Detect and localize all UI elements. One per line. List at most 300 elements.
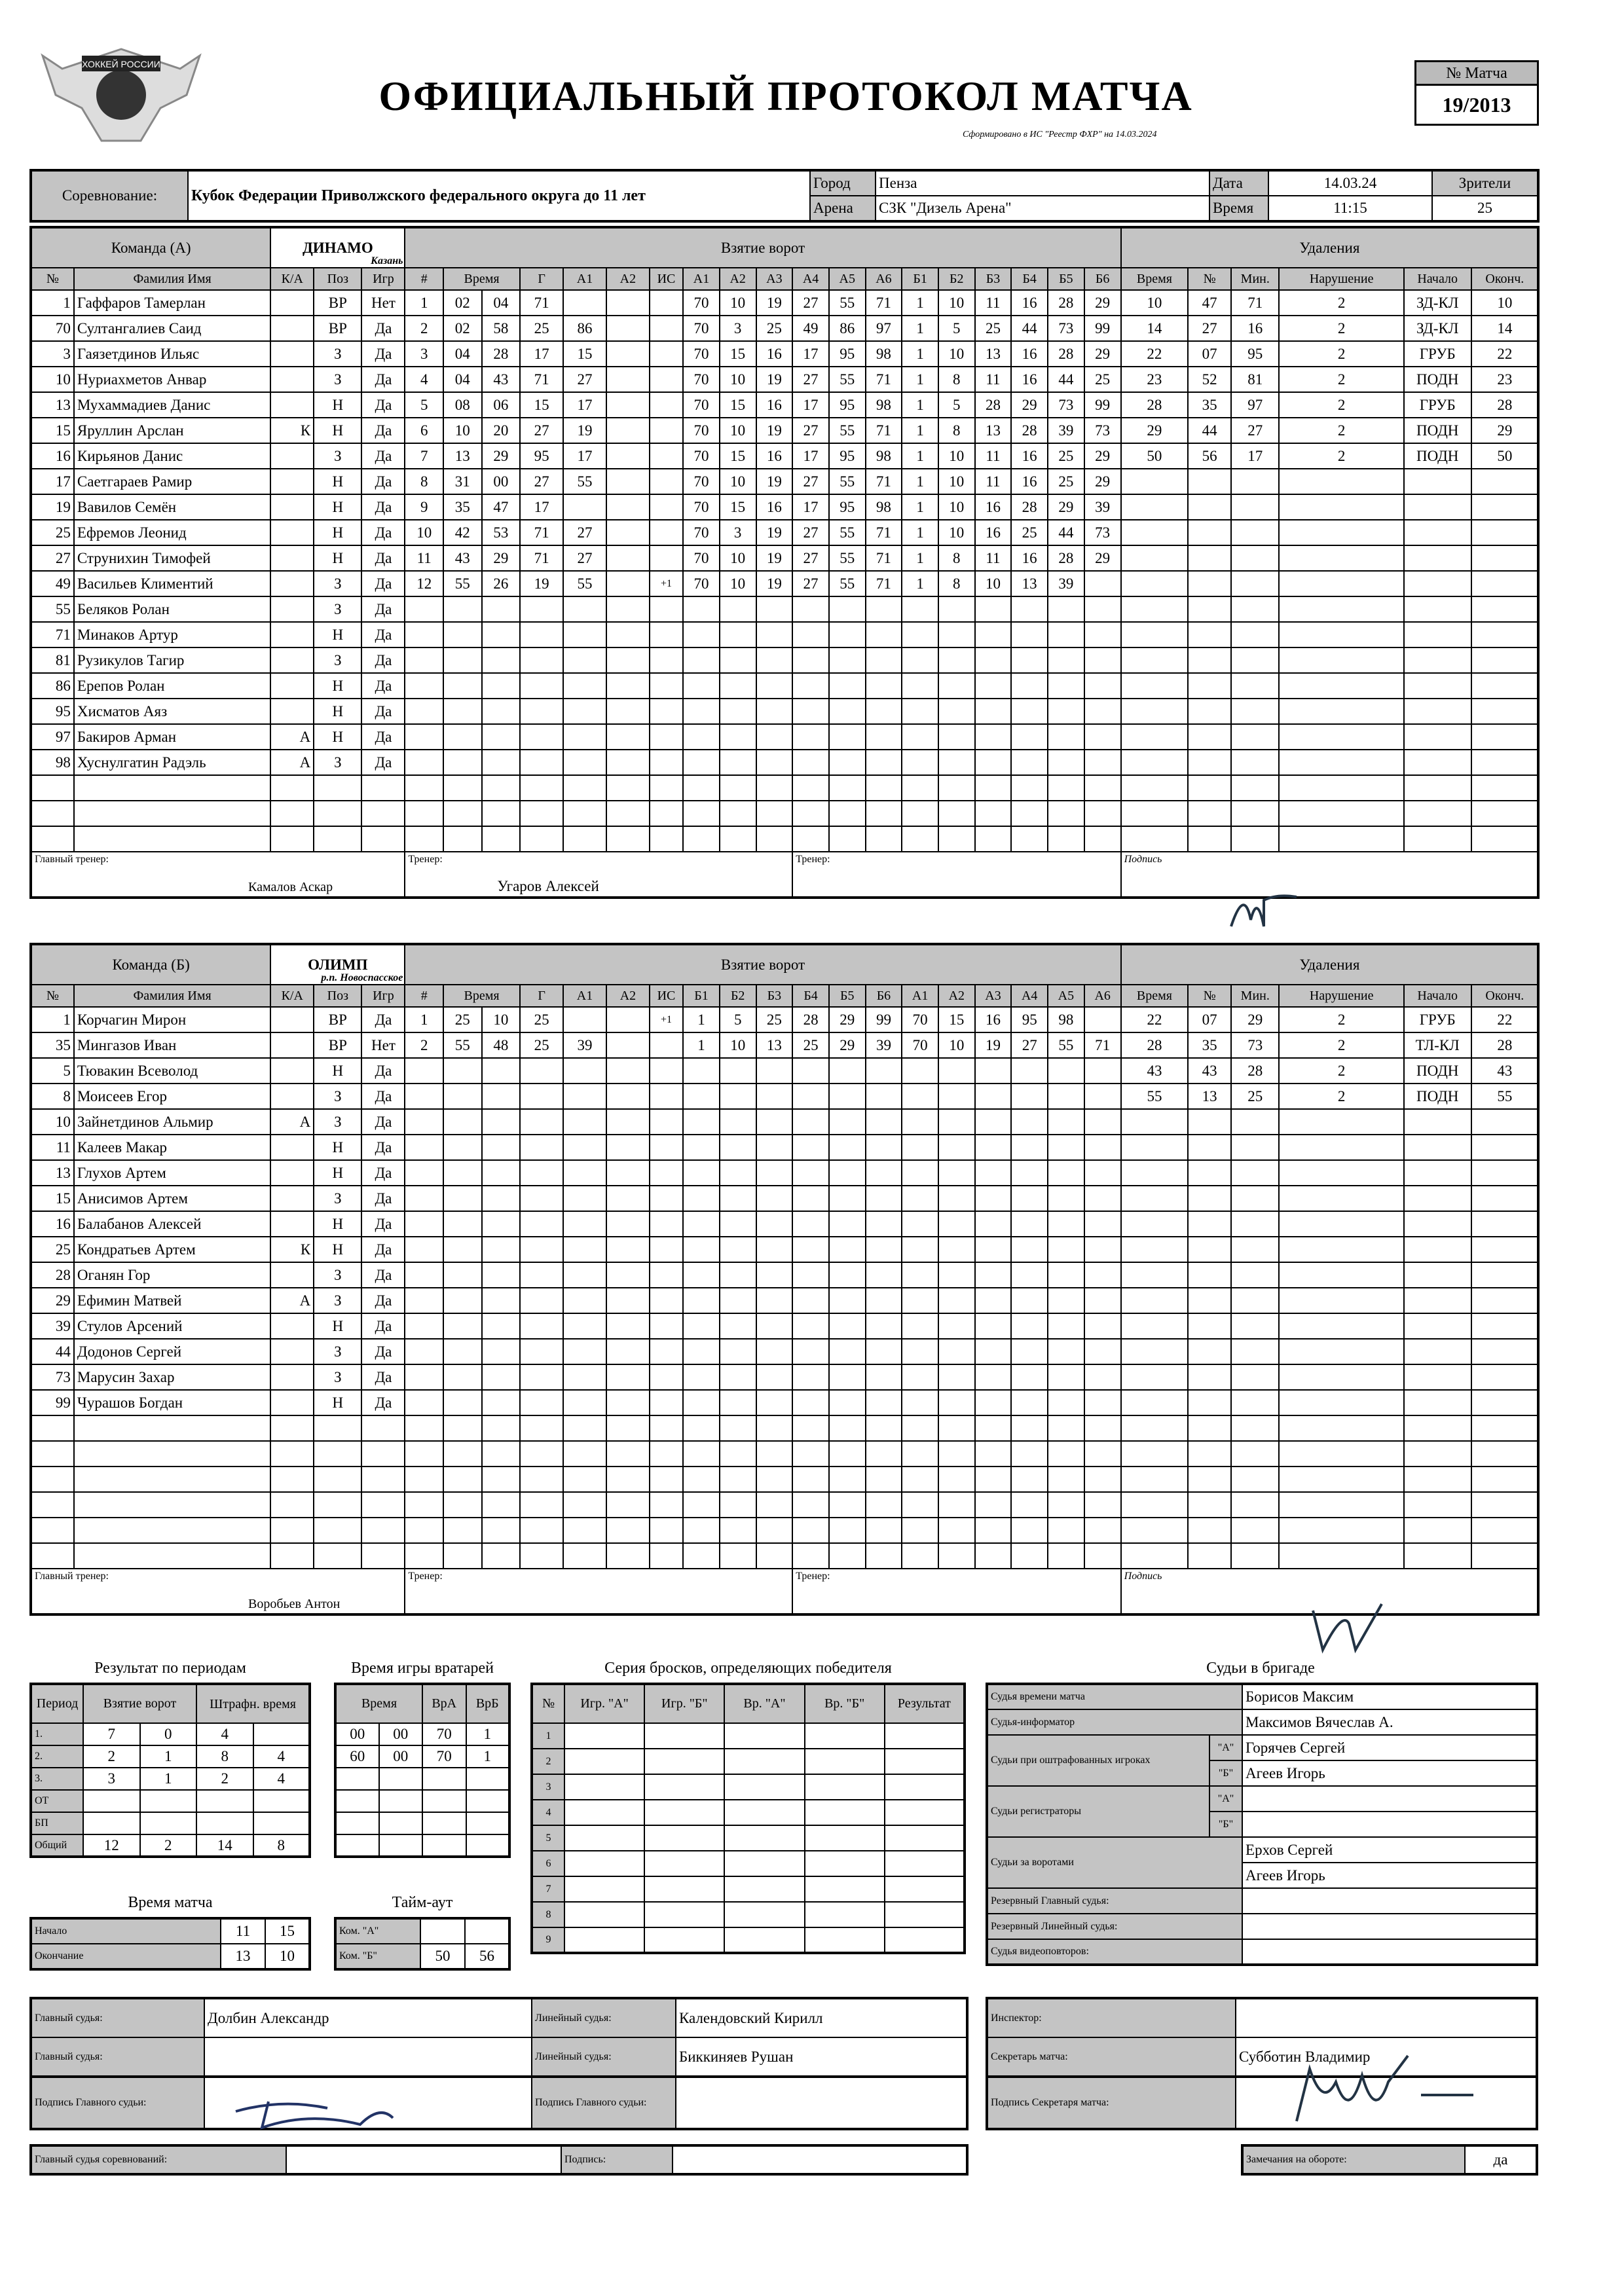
goal-scorer: 95 <box>520 443 563 469</box>
goal-onice-player: 10 <box>938 469 975 494</box>
teamB-label: Команда (Б) <box>31 944 270 985</box>
player-number: 13 <box>31 392 74 418</box>
player-role <box>270 1186 314 1211</box>
goal-situation <box>650 418 683 443</box>
goal-onice-player: 10 <box>938 290 975 316</box>
player-role <box>270 596 314 622</box>
teamA-coach2-label: Тренер: <box>796 854 830 865</box>
teamA-hdr-a2: А2 <box>606 268 650 290</box>
goal-onice-player: 13 <box>975 418 1012 443</box>
goal-onice-player: 5 <box>938 392 975 418</box>
player-number: 73 <box>31 1364 74 1390</box>
teamB-hdr-min: Мин. <box>1231 985 1279 1007</box>
goal-onice-player: 55 <box>829 469 866 494</box>
teamB-hdr-pnum: № <box>1188 985 1231 1007</box>
shootout-num: 8 <box>532 1902 564 1927</box>
goal-onice-player: 19 <box>756 469 793 494</box>
goal-onice-player: 13 <box>975 341 1012 367</box>
player-number: 8 <box>31 1084 74 1109</box>
player-position: Н <box>314 724 361 750</box>
spectators-label: Зрители <box>1432 170 1538 196</box>
penalty-time: 22 <box>1121 1007 1189 1032</box>
goal-onice-player: 55 <box>829 418 866 443</box>
goalie-cell: 70 <box>422 1723 466 1745</box>
teamB-table <box>29 943 1540 1616</box>
teamB-hdr-ka: К/А <box>270 985 314 1007</box>
period-cell: 1 <box>140 1768 197 1790</box>
goal-onice-player: 29 <box>1048 494 1084 520</box>
penalty-start: 55 <box>1471 1084 1539 1109</box>
period-cell <box>196 1790 253 1812</box>
player-role <box>270 469 314 494</box>
penalty-sec: 35 <box>1188 1032 1231 1058</box>
penalty-player: 95 <box>1231 341 1279 367</box>
goal-onice-player: 71 <box>866 545 902 571</box>
player-number: 70 <box>31 316 74 341</box>
player-number: 3 <box>31 341 74 367</box>
teamB-head-coach: Воробьев Антон <box>248 1597 341 1611</box>
player-played: Да <box>361 647 405 673</box>
goal-onice-player: 1 <box>902 520 938 545</box>
teamA-hdr-num: № <box>31 268 74 290</box>
teamA-hdr-onice: А4 <box>792 268 829 290</box>
teamB-hdr-viol: Нарушение <box>1279 985 1404 1007</box>
player-number: 11 <box>31 1135 74 1160</box>
player-name: Марусин Захар <box>74 1364 270 1390</box>
goal-assist-2 <box>606 341 650 367</box>
teamA-hdr-onice: А6 <box>866 268 902 290</box>
goal-sec: 06 <box>482 392 521 418</box>
teamA-hdr-a1: А1 <box>563 268 606 290</box>
goal-onice-player: 16 <box>975 520 1012 545</box>
player-name: Тювакин Всеволод <box>74 1058 270 1084</box>
player-number: 55 <box>31 596 74 622</box>
shootout-num: 6 <box>532 1851 564 1876</box>
player-number: 17 <box>31 469 74 494</box>
signature-b <box>1303 1597 1395 1656</box>
player-played: Да <box>361 392 405 418</box>
goalie-cell: 1 <box>466 1745 510 1768</box>
goal-number: 3 <box>405 341 443 367</box>
goal-onice-player: 3 <box>720 520 756 545</box>
goal-onice-player: 1 <box>902 571 938 596</box>
player-number: 1 <box>31 290 74 316</box>
goal-onice-player: 19 <box>756 418 793 443</box>
penalty-start: 22 <box>1471 341 1539 367</box>
player-name: Зайнетдинов Альмир <box>74 1109 270 1135</box>
teamB-row <box>31 1084 1538 1109</box>
goal-onice-player: 16 <box>756 341 793 367</box>
player-played: Да <box>361 1237 405 1262</box>
goal-onice-player: 16 <box>1011 290 1048 316</box>
shootout-hdr: Игр. "А" <box>564 1684 644 1723</box>
teamB-hdr-time: Время <box>443 985 520 1007</box>
player-played: Да <box>361 1364 405 1390</box>
player-name: Беляков Ролан <box>74 596 270 622</box>
remarks-label: Замечания на обороте: <box>1242 2145 1465 2174</box>
goal-onice-player: 10 <box>938 1032 975 1058</box>
player-position: ВР <box>314 1007 361 1032</box>
goal-sec: 43 <box>482 367 521 392</box>
penalty-start: 23 <box>1471 367 1539 392</box>
goal-assist-1: 27 <box>563 520 606 545</box>
teamB-hdr-onice: Б5 <box>829 985 866 1007</box>
teamB-row <box>31 1058 1538 1084</box>
period-cell: БП <box>31 1812 83 1834</box>
player-number: 86 <box>31 673 74 699</box>
matchtime-title: Время матча <box>128 1894 213 1911</box>
teamA-hdr-onice: Б2 <box>938 268 975 290</box>
goal-onice-player: 99 <box>1084 392 1121 418</box>
goal-onice-player: 27 <box>792 469 829 494</box>
period-cell <box>140 1790 197 1812</box>
inspector-label: Инспектор: <box>987 1998 1236 2037</box>
teamB-row <box>31 1160 1538 1186</box>
goal-onice-player: 98 <box>866 392 902 418</box>
goal-onice-player: 19 <box>756 545 793 571</box>
goal-onice-player: 15 <box>720 443 756 469</box>
teamA-row <box>31 392 1538 418</box>
reg-judges-label: Судьи регистраторы <box>987 1786 1209 1837</box>
goal-onice-player: 29 <box>829 1032 866 1058</box>
goal-onice-player: 97 <box>866 316 902 341</box>
goal-assist-2 <box>606 316 650 341</box>
player-role <box>270 1007 314 1032</box>
goal-onice-player: 28 <box>792 1007 829 1032</box>
penalty-judges-label: Судьи при оштрафованных игроках <box>987 1735 1209 1786</box>
main-ref: Долбин Александр <box>204 1998 532 2037</box>
penalty-sec: 13 <box>1188 1084 1231 1109</box>
player-role <box>270 290 314 316</box>
player-name: Васильев Климентий <box>74 571 270 596</box>
player-name: Хисматов Аяз <box>74 699 270 724</box>
player-role: К <box>270 418 314 443</box>
end-hour: 13 <box>221 1944 265 1969</box>
penalty-violation: ЗД-КЛ <box>1404 316 1471 341</box>
timeout-a-min <box>420 1918 465 1944</box>
player-position: Н <box>314 622 361 647</box>
player-name: Калеев Макар <box>74 1135 270 1160</box>
goal-onice-player: 95 <box>829 392 866 418</box>
teamA-label: Команда (А) <box>31 227 270 268</box>
player-position: Н <box>314 520 361 545</box>
goal-onice-player: 71 <box>1084 1032 1121 1058</box>
goal-number: 1 <box>405 290 443 316</box>
teamA-row <box>31 750 1538 775</box>
goal-scorer: 71 <box>520 545 563 571</box>
goal-number: 6 <box>405 418 443 443</box>
emblem-text: ХОККЕЙ РОССИИ <box>82 59 160 69</box>
goalie-cell: 00 <box>335 1723 379 1745</box>
period-cell: 2. <box>31 1745 83 1768</box>
goal-onice-player: 16 <box>975 494 1012 520</box>
match-number-box <box>1414 60 1539 126</box>
time-judge: Борисов Максим <box>1242 1684 1537 1709</box>
goal-onice-player: 70 <box>683 392 720 418</box>
player-position: З <box>314 443 361 469</box>
penalty-time: 10 <box>1121 290 1189 316</box>
shootout-hdr: Результат <box>885 1684 965 1723</box>
player-position: Н <box>314 494 361 520</box>
teamB-hdr-start: Начало <box>1404 985 1471 1007</box>
goal-onice-player: 5 <box>938 316 975 341</box>
video-label: Судья видеоповторов: <box>987 1939 1242 1965</box>
goal-scorer: 25 <box>520 316 563 341</box>
goal-onice-player: 70 <box>683 520 720 545</box>
goal-sec: 29 <box>482 545 521 571</box>
penalty-violation: ГРУБ <box>1404 1007 1471 1032</box>
player-role <box>270 392 314 418</box>
goal-situation <box>650 443 683 469</box>
player-number: 10 <box>31 367 74 392</box>
penalty-time: 14 <box>1121 316 1189 341</box>
goal-onice-player: 95 <box>1011 1007 1048 1032</box>
comp-ref-table <box>29 2144 969 2176</box>
goal-onice-player: 70 <box>902 1032 938 1058</box>
penalty-minutes: 2 <box>1279 341 1404 367</box>
player-number: 49 <box>31 571 74 596</box>
player-role <box>270 341 314 367</box>
period-cell: 1. <box>31 1723 83 1745</box>
goal-assist-1: 27 <box>563 367 606 392</box>
goal-onice-player: 16 <box>756 494 793 520</box>
goal-assist-1: 17 <box>563 443 606 469</box>
teamA-hdr-onice: Б1 <box>902 268 938 290</box>
goal-onice-player: 70 <box>683 469 720 494</box>
goal-number: 2 <box>405 1032 443 1058</box>
goal-onice-player: 5 <box>720 1007 756 1032</box>
shootout-num: 4 <box>532 1800 564 1825</box>
teamB-hdr-onice: А1 <box>902 985 938 1007</box>
goal-onice-player: 16 <box>975 1007 1012 1032</box>
sign-main-label-2: Подпись Главного судьи: <box>532 2077 676 2129</box>
penalty-player: 27 <box>1231 418 1279 443</box>
player-played: Да <box>361 596 405 622</box>
penalty-sec: 47 <box>1188 290 1231 316</box>
teamA-row <box>31 494 1538 520</box>
goal-onice-player: 19 <box>756 290 793 316</box>
period-cell <box>140 1812 197 1834</box>
goal-onice-player: 8 <box>938 571 975 596</box>
penalty-start: 50 <box>1471 443 1539 469</box>
goal-judges-label: Судьи за воротами <box>987 1837 1242 1888</box>
goal-situation <box>650 290 683 316</box>
goal-assist-2 <box>606 469 650 494</box>
player-name: Кондратьев Артем <box>74 1237 270 1262</box>
player-number: 35 <box>31 1032 74 1058</box>
player-name: Ерепов Ролан <box>74 673 270 699</box>
penalty-sec: 35 <box>1188 392 1231 418</box>
goal-assist-2 <box>606 290 650 316</box>
player-name: Хуснулгатин Радэль <box>74 750 270 775</box>
goal-onice-player: 55 <box>829 367 866 392</box>
goal-onice-player: 1 <box>902 494 938 520</box>
goal-onice-player: 27 <box>792 290 829 316</box>
teamB-hdr-a1: А1 <box>563 985 606 1007</box>
sign-label: Подпись: <box>561 2145 673 2174</box>
goal-onice-player: 70 <box>902 1007 938 1032</box>
teamB-row <box>31 1543 1538 1569</box>
goal-onice-player: 17 <box>792 494 829 520</box>
teamA-head-coach: Камалов Аскар <box>248 880 333 894</box>
teamA-row <box>31 622 1538 647</box>
player-name: Кирьянов Данис <box>74 443 270 469</box>
penalty-violation: ПОДН <box>1404 1058 1471 1084</box>
goal-onice-player <box>1084 571 1121 596</box>
goal-assist-2 <box>606 367 650 392</box>
teamA-hdr-g: Г <box>520 268 563 290</box>
goal-number: 2 <box>405 316 443 341</box>
teamA-row <box>31 699 1538 724</box>
teamB-hdr-pos: Поз <box>314 985 361 1007</box>
penalty-violation: ЗД-КЛ <box>1404 290 1471 316</box>
goal-onice-player: 8 <box>938 367 975 392</box>
teamA-penalties-title: Удаления <box>1121 227 1539 268</box>
goal-assist-2 <box>606 392 650 418</box>
goal-onice-player: 15 <box>938 1007 975 1032</box>
player-played: Да <box>361 1313 405 1339</box>
signature-main-ref <box>229 2085 399 2138</box>
teamA-hdr-onice: А2 <box>720 268 756 290</box>
teamB-hdr-onice: Б2 <box>720 985 756 1007</box>
arena-value: СЗК "Дизель Арена" <box>876 196 1209 221</box>
goal-onice-player: 10 <box>720 367 756 392</box>
player-name: Мингазов Иван <box>74 1032 270 1058</box>
goal-onice-player: 19 <box>756 571 793 596</box>
teamB-hdr-onice: А4 <box>1011 985 1048 1007</box>
player-name: Гаязетдинов Ильяс <box>74 341 270 367</box>
player-played: Да <box>361 443 405 469</box>
goal-onice-player: 70 <box>683 341 720 367</box>
player-name: Ефремов Леонид <box>74 520 270 545</box>
goal-onice-player: 11 <box>975 367 1012 392</box>
main-ref-label-2: Главный судья: <box>31 2037 204 2077</box>
end-min: 10 <box>265 1944 310 1969</box>
goal-assist-1 <box>563 494 606 520</box>
goal-min: 13 <box>443 443 482 469</box>
penalty-minutes: 2 <box>1279 418 1404 443</box>
teamA-hdr-name: Фамилия Имя <box>74 268 270 290</box>
goal-sec: 20 <box>482 418 521 443</box>
pim-hdr: Штрафн. время <box>196 1684 310 1723</box>
goal-onice-player: 17 <box>792 443 829 469</box>
ref-b-mark: "Б" <box>1209 1760 1242 1786</box>
goal-onice-player: 8 <box>938 545 975 571</box>
player-name: Балабанов Алексей <box>74 1211 270 1237</box>
player-role <box>270 1364 314 1390</box>
teamA-hdr-end: Оконч. <box>1471 268 1539 290</box>
goal-min: 08 <box>443 392 482 418</box>
player-number: 13 <box>31 1160 74 1186</box>
line-ref-label-2: Линейный судья: <box>532 2037 676 2077</box>
player-role <box>270 1058 314 1084</box>
penalty-player: 71 <box>1231 290 1279 316</box>
goal-onice-player: 19 <box>756 367 793 392</box>
teamA-table <box>29 226 1540 899</box>
goal-onice-player: 1 <box>902 545 938 571</box>
period-cell: 4 <box>253 1768 310 1790</box>
player-played: Да <box>361 750 405 775</box>
player-position: З <box>314 1288 361 1313</box>
teamB-hdr-end: Оконч. <box>1471 985 1539 1007</box>
goal-min: 02 <box>443 316 482 341</box>
teamA-hdr-pnum: № <box>1188 268 1231 290</box>
player-played: Да <box>361 545 405 571</box>
teamA-city: Казань <box>371 255 403 266</box>
player-role <box>270 316 314 341</box>
goal-number: 4 <box>405 367 443 392</box>
penalty-minutes: 2 <box>1279 1084 1404 1109</box>
player-position: З <box>314 1339 361 1364</box>
federation-emblem <box>36 29 206 160</box>
player-number: 16 <box>31 443 74 469</box>
goal-onice-player: 70 <box>683 290 720 316</box>
player-role <box>270 1262 314 1288</box>
teamB-row <box>31 1415 1538 1441</box>
penalty-minutes: 2 <box>1279 290 1404 316</box>
teamA-hdr-onice: Б4 <box>1011 268 1048 290</box>
goal-onice-player: 25 <box>1048 469 1084 494</box>
goal-onice-player: 73 <box>1084 520 1121 545</box>
penalty-sec: 44 <box>1188 418 1231 443</box>
player-role: А <box>270 1288 314 1313</box>
goal-onice-player <box>1084 1007 1121 1032</box>
penalty-start: 14 <box>1471 316 1539 341</box>
shootout-num: 3 <box>532 1774 564 1800</box>
goal-onice-player: 16 <box>756 443 793 469</box>
teamA-row <box>31 724 1538 750</box>
teamB-row <box>31 1262 1538 1288</box>
penalty-violation: ПОДН <box>1404 443 1471 469</box>
player-played: Да <box>361 724 405 750</box>
goal-sec: 04 <box>482 290 521 316</box>
goal-sec: 58 <box>482 316 521 341</box>
teamA-hdr-start: Начало <box>1404 268 1471 290</box>
shootout-title: Серия бросков, определяющих победителя <box>604 1660 892 1677</box>
goal-sec: 10 <box>482 1007 521 1032</box>
teamA-row <box>31 290 1538 316</box>
shootout-hdr: Игр. "Б" <box>644 1684 724 1723</box>
goal-onice-player: 39 <box>1084 494 1121 520</box>
penalty-minutes: 2 <box>1279 1007 1404 1032</box>
goal-min: 31 <box>443 469 482 494</box>
penalty-judge-b: Агеев Игорь <box>1242 1760 1537 1786</box>
refs-title: Судьи в бригаде <box>1206 1660 1315 1677</box>
player-role <box>270 1160 314 1186</box>
teamB-row <box>31 1237 1538 1262</box>
player-role <box>270 1313 314 1339</box>
teamB-city: р.п. Новоспасское <box>321 972 403 983</box>
goal-number: 7 <box>405 443 443 469</box>
player-position: Н <box>314 1237 361 1262</box>
goalie-cell: 70 <box>422 1745 466 1768</box>
goalie-cell: 00 <box>379 1723 423 1745</box>
player-number: 25 <box>31 1237 74 1262</box>
teamA-row <box>31 443 1538 469</box>
teamA-sign-label: Подпись <box>1124 854 1162 865</box>
penalty-minutes: 2 <box>1279 1032 1404 1058</box>
city-value: Пенза <box>876 170 1209 196</box>
goal-onice-player: 27 <box>1011 1032 1048 1058</box>
goal-sec: 28 <box>482 341 521 367</box>
player-role <box>270 443 314 469</box>
player-name: Гаффаров Тамерлан <box>74 290 270 316</box>
teamA-hdr-hash: # <box>405 268 443 290</box>
teamB-hdr-name: Фамилия Имя <box>74 985 270 1007</box>
goal-onice-player: 1 <box>902 418 938 443</box>
goal-min: 42 <box>443 520 482 545</box>
teamB-row <box>31 1467 1538 1492</box>
